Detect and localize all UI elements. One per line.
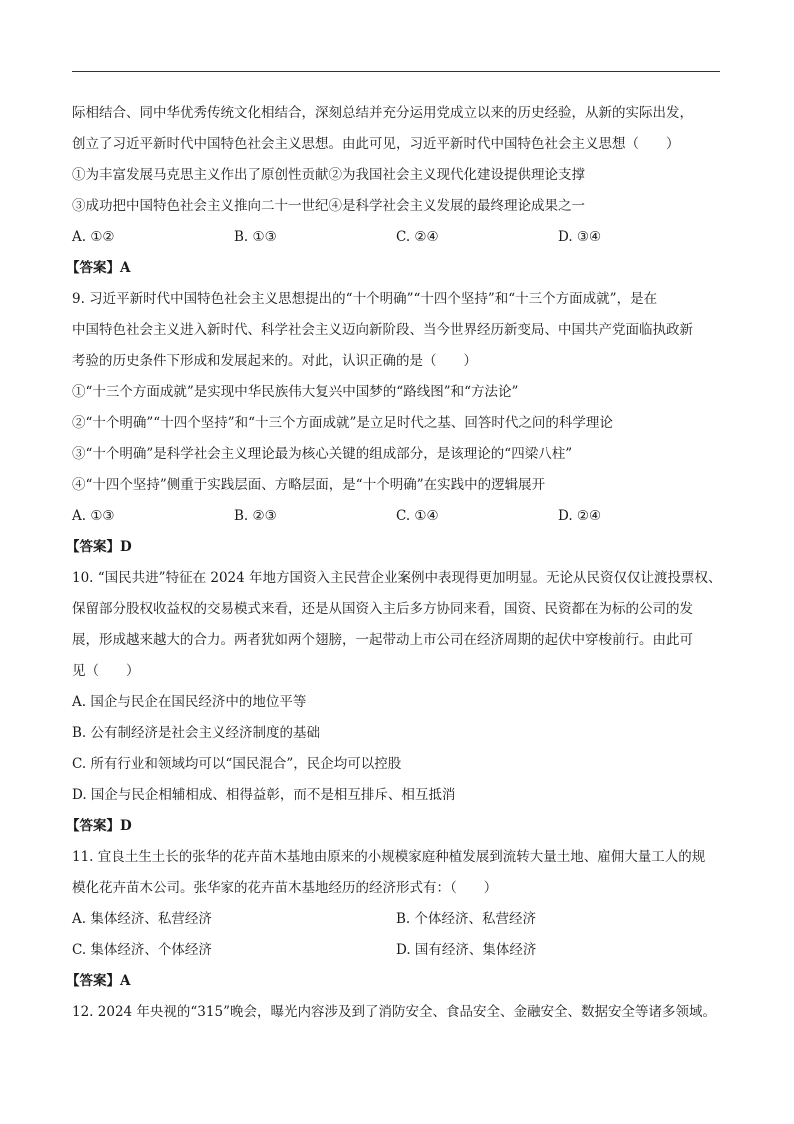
q10-line-2: 保留部分股权收益权的交易模式来看，还是从国资入主后多方协同来看，国资、民资都在为标的公司的发 — [72, 601, 693, 617]
q8-option-d: D. ③④ — [558, 229, 602, 245]
q8-statement-3-4: ③成功把中国特色社会主义推向二十一世纪④是科学社会主义发展的最终理论成果之一 — [72, 198, 585, 214]
q9-statement-4: ④“十四个坚持”侧重于实践层面、方略层面，是“十个明确”在实践中的逻辑展开 — [72, 477, 546, 493]
q9-option-b: B. ②③ — [234, 508, 277, 524]
q9-line-2: 中国特色社会主义进入新时代、科学社会主义迈向新阶段、当今世界经历新变局、中国共产党面临执政新 — [72, 322, 693, 338]
q11-answer: 【答案】A — [66, 973, 131, 989]
q9-option-a: A. ①③ — [72, 508, 115, 524]
q10-line-4: 见（ ） — [72, 663, 140, 679]
q11-line-1: 11. 宜良土生土长的张华的花卉苗木基地由原来的小规模家庭种植发展到流转大量土地、雇佣大量工人的规 — [72, 849, 706, 865]
q8-answer: 【答案】A — [66, 260, 131, 276]
header-rule — [72, 71, 720, 72]
q8-line-2: 创立了习近平新时代中国特色社会主义思想。由此可见，习近平新时代中国特色社会主义思想（ ） — [72, 136, 680, 152]
q11-option-c: C. 集体经济、个体经济 — [72, 942, 212, 958]
q8-option-b: B. ①③ — [234, 229, 277, 245]
q8-option-c: C. ②④ — [396, 229, 439, 245]
q8-line-1: 际相结合、同中华优秀传统文化相结合，深刻总结并充分运用党成立以来的历史经验，从新的实际出发， — [72, 105, 693, 121]
q11-option-d: D. 国有经济、集体经济 — [396, 942, 537, 958]
q8-option-a: A. ①② — [72, 229, 115, 245]
q9-option-d: D. ②④ — [558, 508, 602, 524]
q10-line-1: 10. “国民共进”特征在 2024 年地方国资入主民营企业案例中表现得更加明显。无论从民资仅仅让渡投票权、 — [72, 570, 722, 586]
q11-line-2: 模化花卉苗木公司。张华家的花卉苗木基地经历的经济形式有：（ ） — [72, 880, 498, 896]
q10-answer: 【答案】D — [66, 818, 132, 834]
q9-line-3: 考验的历史条件下形成和发展起来的。对此，认识正确的是（ ） — [72, 353, 477, 369]
q10-option-b: B. 公有制经济是社会主义经济制度的基础 — [72, 725, 321, 741]
q10-option-c: C. 所有行业和领域均可以“国民混合”，民企均可以控股 — [72, 756, 402, 772]
q10-line-3: 展，形成越来越大的合力。两者犹如两个翅膀，一起带动上市公司在经济周期的起伏中穿梭前行。由此可 — [72, 632, 693, 648]
q9-option-c: C. ①④ — [396, 508, 439, 524]
q11-option-a: A. 集体经济、私营经济 — [72, 911, 212, 927]
q9-answer: 【答案】D — [66, 539, 132, 555]
q8-statement-1-2: ①为丰富发展马克思主义作出了原创性贡献②为我国社会主义现代化建设提供理论支撑 — [72, 167, 585, 183]
q9-statement-2: ②“十个明确”“十四个坚持”和“十三个方面成就”是立足时代之基、回答时代之问的科学理论 — [72, 415, 613, 431]
q9-statement-1: ①“十三个方面成就”是实现中华民族伟大复兴中国梦的“路线图”和“方法论” — [72, 384, 519, 400]
q10-option-d: D. 国企与民企相辅相成、相得益彰，而不是相互排斥、相互抵消 — [72, 787, 456, 803]
q12-line-1: 12. 2024 年央视的“315”晚会，曝光内容涉及到了消防安全、食品安全、金融安全、数据安全等诸多领域。 — [72, 1004, 716, 1020]
q9-statement-3: ③“十个明确”是科学社会主义理论最为核心关键的组成部分，是该理论的“四梁八柱” — [72, 446, 573, 462]
q9-line-1: 9. 习近平新时代中国特色社会主义思想提出的“十个明确”“十四个坚持”和“十三个方面成就”，是在 — [72, 291, 658, 307]
q10-option-a: A. 国企与民企在国民经济中的地位平等 — [72, 694, 307, 710]
q11-option-b: B. 个体经济、私营经济 — [396, 911, 537, 927]
